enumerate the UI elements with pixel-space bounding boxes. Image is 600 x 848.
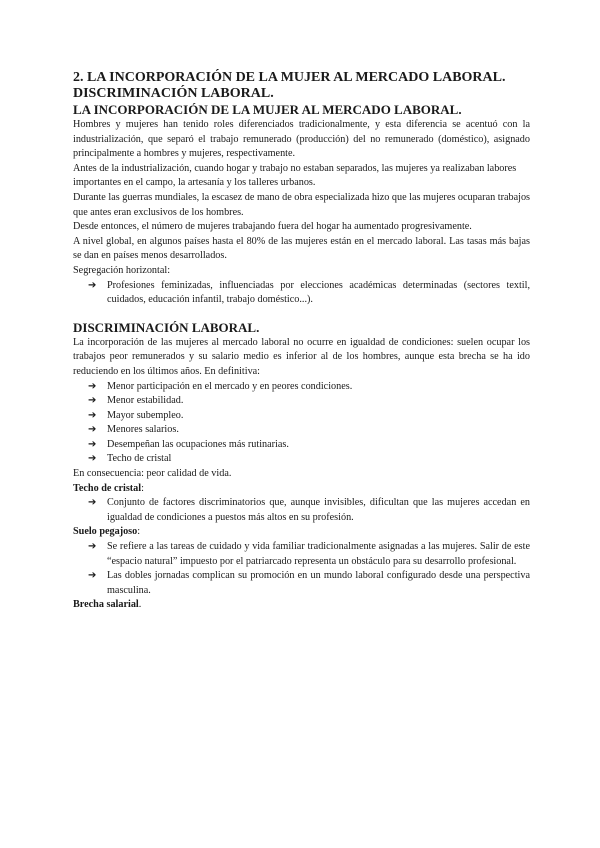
- arrow-right-icon: ➔: [88, 453, 97, 465]
- arrow-right-icon: ➔: [88, 424, 97, 436]
- bullet-list: [73, 496, 530, 525]
- list-item-text: Profesiones feminizadas, influenciadas por elecciones académicas determinadas (sectores textil, cuidados, educación infantil, trabajo doméstico...).: [107, 279, 530, 306]
- section1-title: LA INCORPORACIÓN DE LA MUJER AL MERCADO LABORAL.: [73, 102, 462, 117]
- arrow-right-icon: ➔: [88, 497, 97, 509]
- main-heading-line2: DISCRIMINACIÓN LABORAL.: [73, 86, 274, 101]
- list-item-text: Techo de cristal: [107, 453, 172, 465]
- main-heading-line1: 2. LA INCORPORACIÓN DE LA MUJER AL MERCADO LABORAL.: [73, 70, 506, 85]
- list-item-text: Menor estabilidad.: [107, 395, 184, 407]
- brecha-suffix: .: [138, 599, 142, 611]
- list-item: [88, 423, 530, 438]
- brecha-heading: [73, 598, 530, 613]
- suelo-label: Suelo pegajoso: [73, 526, 138, 538]
- list-item-text: Las dobles jornadas complican su promoción en un mundo laboral configurado desde una perspectiva masculina.: [107, 570, 530, 596]
- arrow-right-icon: ➔: [88, 279, 97, 291]
- list-item: [88, 409, 530, 424]
- arrow-right-icon: ➔: [88, 409, 97, 421]
- paragraph: Hombres y mujeres han tenido roles diferenciados tradicionalmente, y esta diferencia se acentuó con la industrialización, que separó el trabajo remunerado (producción) del no remunerado (doméstico), asignado principalmente a hombres y mujeres, respectivamente.: [73, 119, 530, 160]
- list-item: [88, 496, 530, 525]
- techo-heading: [73, 482, 530, 497]
- arrow-right-icon: ➔: [88, 438, 97, 450]
- brecha-label: Brecha salarial: [73, 599, 139, 611]
- section2-title: DISCRIMINACIÓN LABORAL.: [73, 319, 260, 335]
- bullet-list: [73, 540, 530, 598]
- document-page: [73, 70, 530, 613]
- paragraph: Segregación horizontal:: [73, 264, 171, 276]
- paragraph: Antes de la industrialización, cuando hogar y trabajo no estaban separados, las mujeres ya realizaban labores importantes en el campo, la artesanía y los talleres urbanos.: [73, 162, 517, 189]
- list-item-text: Desempeñan las ocupaciones más rutinarias.: [107, 438, 289, 450]
- paragraph: La incorporación de las mujeres al mercado laboral no ocurre en igualdad de condiciones: suelen ocupar los trabajos peor remunerados y su salario medio es inferior al de los hombres, aunque esta brecha se ha ido reduciendo en los últimos años. En definitiva:: [73, 336, 530, 377]
- paragraph: A nivel global, en algunos países hasta el 80% de las mujeres están en el mercado laboral. Las tasas más bajas se dan en países menos desarrollados.: [73, 235, 530, 262]
- list-item: [88, 452, 530, 467]
- list-item: [88, 394, 530, 409]
- list-item-text: Menor participación en el mercado y en peores condiciones.: [107, 380, 353, 392]
- arrow-right-icon: ➔: [88, 570, 97, 582]
- paragraph: Desde entonces, el número de mujeres trabajando fuera del hogar ha aumentado progresivamente.: [73, 221, 472, 233]
- suelo-suffix: :: [137, 526, 141, 538]
- bullet-list: [73, 380, 530, 468]
- list-item: [88, 438, 530, 453]
- list-item: [88, 540, 530, 569]
- paragraph: Durante las guerras mundiales, la escasez de mano de obra especializada hizo que las mujeres ocuparan trabajos que antes eran exclusivos de los hombres.: [73, 191, 530, 218]
- list-item: [88, 569, 530, 598]
- list-item-text: Menores salarios.: [107, 424, 179, 436]
- consequence-text: En consecuencia: peor calidad de vida.: [73, 468, 232, 480]
- list-item-text: Mayor subempleo.: [107, 409, 184, 421]
- arrow-right-icon: ➔: [88, 395, 97, 407]
- techo-label: Techo de cristal: [73, 482, 142, 494]
- main-heading: [73, 70, 530, 102]
- arrow-right-icon: ➔: [88, 380, 97, 392]
- suelo-heading: [73, 525, 530, 540]
- list-item-text: Conjunto de factores discriminatorios que, aunque invisibles, dificultan que las mujeres accedan en igualdad de condiciones a puestos más altos en su profesión.: [107, 497, 530, 523]
- arrow-right-icon: ➔: [88, 541, 97, 553]
- techo-suffix: :: [141, 482, 144, 494]
- list-item-text: Se refiere a las tareas de cuidado y vida familiar tradicionalmente asignadas a las mujeres. Salir de este “espacio natural” impuesto por el patriarcado representa un obstáculo para su desarrollo profesional.: [107, 541, 530, 567]
- bullet-list: [73, 279, 530, 308]
- list-item: [88, 279, 530, 308]
- list-item: [88, 380, 530, 395]
